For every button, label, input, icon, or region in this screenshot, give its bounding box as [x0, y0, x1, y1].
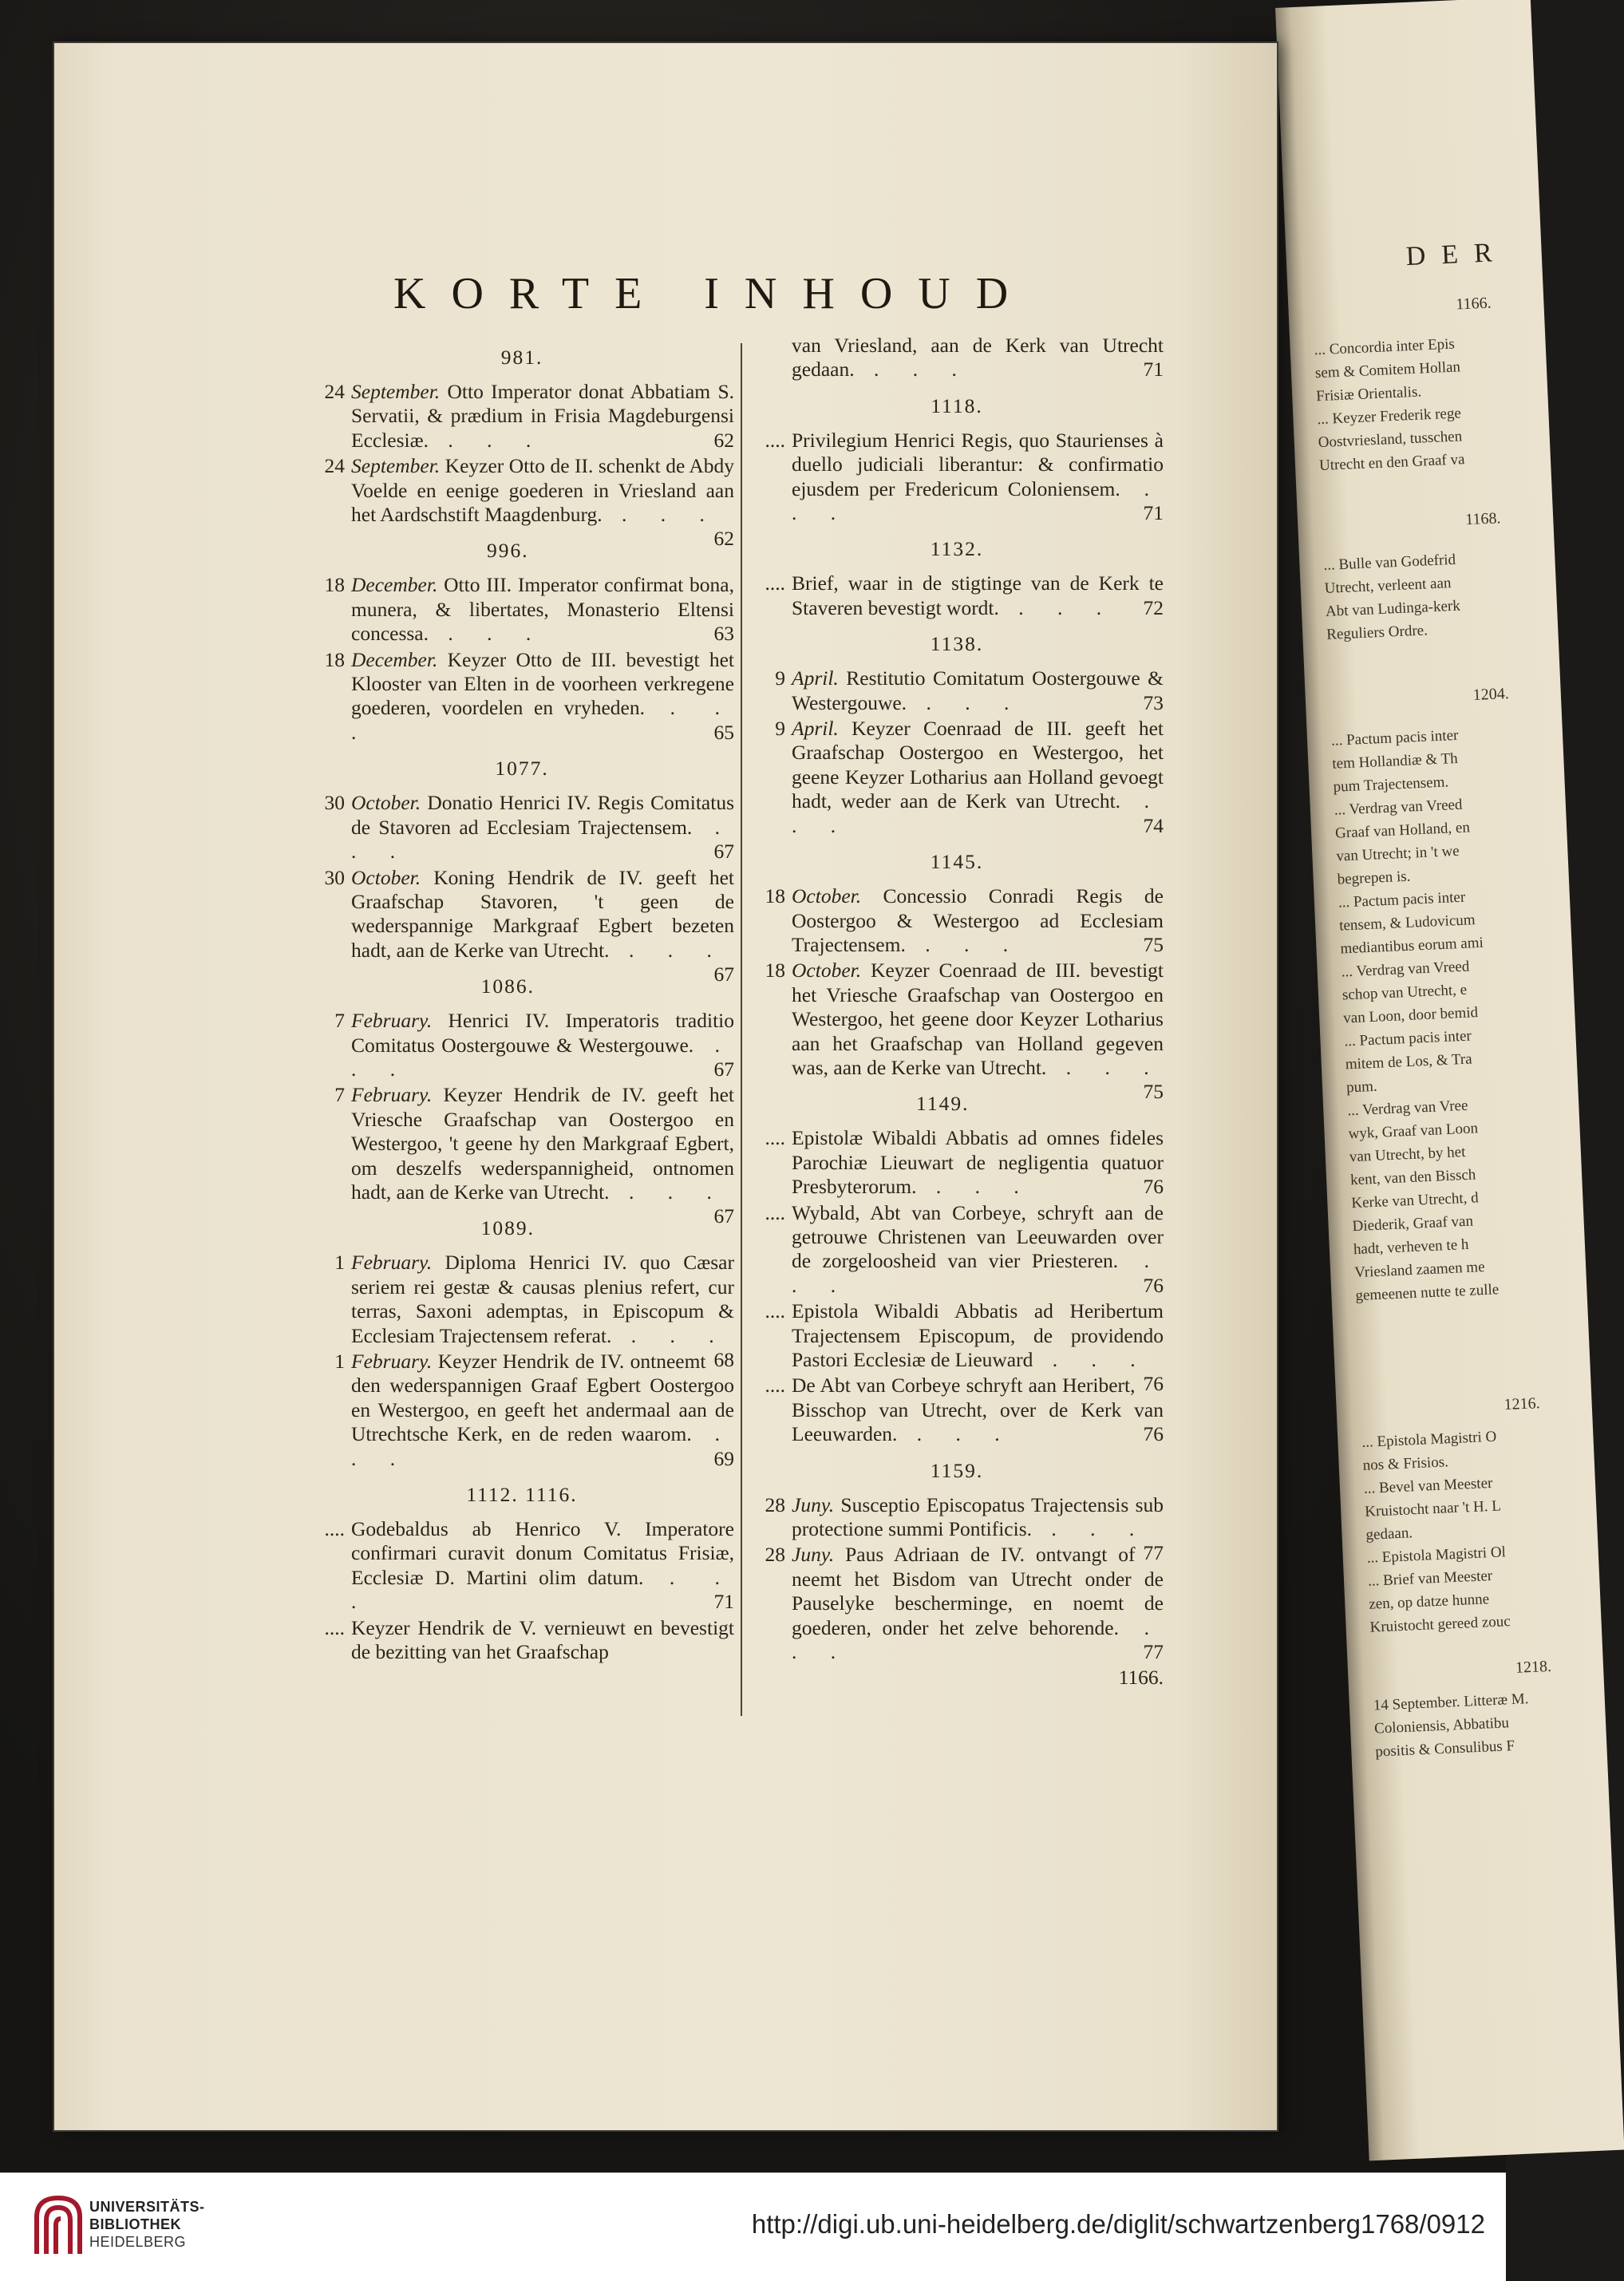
next-page-line: kent, van den Bissch [1349, 1166, 1476, 1189]
entry-description: Epistola Wibaldi Abbatis ad Heribertum Trajectensem Episcopum, de providendo Pastori Ecclesiæ de Lieuward [792, 1299, 1164, 1371]
entry-description: Epistolæ Wibaldi Abbatis ad omnes fideles Parochiæ Lieuwart de negligentia quatuor Presbyterorum. [792, 1126, 1164, 1199]
entry-page-number: 75 [1143, 1080, 1164, 1104]
entry-page-number: 71 [1143, 358, 1164, 381]
entry-month: December. [351, 573, 438, 597]
next-page-line: ... Epistola Magistri Ol [1366, 1544, 1507, 1567]
entry-text [351, 380, 734, 453]
next-page-year: 1168. [1464, 509, 1501, 529]
leader-dots: . . . [792, 476, 1164, 525]
entry-month: October. [351, 791, 421, 815]
next-page-line: Diederik, Graaf van [1352, 1212, 1474, 1235]
index-entry [310, 791, 734, 864]
entry-month: September. [351, 454, 441, 478]
entry-text [792, 1201, 1164, 1299]
index-entry [750, 1201, 1164, 1299]
entry-description: Wybald, Abt van Corbeye, schryft aan de getrouwe Christenen van Leeuwarden over de zorgeloosheid van vier Priesteren. [792, 1200, 1164, 1273]
entry-day: .... [765, 1126, 785, 1150]
next-page-year: 1218. [1515, 1657, 1552, 1677]
next-page-line: Reguliers Ordre. [1326, 622, 1428, 643]
next-page-line: Frisiæ Orientalis. [1315, 383, 1422, 405]
entry-day: .... [765, 571, 785, 595]
index-entry [750, 884, 1164, 957]
next-page-line: begrepen is. [1337, 868, 1411, 888]
entry-day: 18 [765, 959, 785, 982]
entry-description: Paus Adriaan de IV. ontvangt of neemt het Bisdom van Utrecht onder de Pauselyke bescherminge, en noemt de goederen, onder het zelve behorende. [792, 1543, 1164, 1639]
entry-day: 30 [324, 865, 345, 889]
index-entry [750, 1492, 1164, 1565]
entry-month: Juny. [792, 1492, 835, 1516]
entry-day: 18 [324, 647, 345, 671]
entry-day: 18 [324, 573, 345, 597]
leader-dots: . . . [907, 690, 1024, 714]
entry-page-number: 76 [1143, 1273, 1164, 1297]
entry-text [792, 571, 1164, 620]
year-heading: 1149. [916, 1092, 970, 1116]
next-page-line: tensem, & Ludovicum [1338, 911, 1476, 935]
left-column [310, 334, 734, 1666]
entry-description: Keyzer Hendrik de IV. ontneemt den wederspannigen Graaf Egbert Oostergoo en Westergoo, en geeft het andermaal aan de Utrechtsche Kerk, en de reden waarom. [351, 1350, 734, 1446]
next-page-fragment [1275, 0, 1624, 2160]
entry-page-number: 62 [713, 428, 734, 452]
entry-description: Keyzer Otto de III. bevestigt het Klooster van Elten in de voorheen verkregene goederen, voordelen en vryheden. [351, 647, 734, 720]
next-page-line: ... Verdrag van Vreed [1334, 796, 1463, 819]
entry-text [351, 1616, 734, 1665]
entry-day: .... [765, 1299, 785, 1323]
entry-page-number: 71 [1143, 501, 1164, 525]
entry-description: Restitutio Comitatum Oostergouwe & Westergouwe. [792, 666, 1164, 714]
entry-description: Keyzer Hendrik de V. vernieuwt en bevestigt de bezitting van het Graafschap [351, 1615, 734, 1664]
entry-text [792, 1543, 1164, 1664]
index-entry [750, 571, 1164, 620]
year-heading: 1077. [495, 757, 549, 781]
entry-text [792, 884, 1164, 957]
university-logo-icon [32, 2193, 85, 2259]
leader-dots: . . . [1046, 1055, 1164, 1079]
entry-day: 1 [334, 1350, 345, 1373]
next-page-line: Kerke van Utrecht, d [1350, 1189, 1480, 1212]
entry-description: Concessio Conradi Regis de Oostergoo & Westergoo ad Ecclesiam Trajectensem. [792, 884, 1164, 956]
entry-description: van Vriesland, aan de Kerk van Utrecht gedaan. [792, 334, 1164, 381]
next-page-line: van Loon, door bemid [1342, 1004, 1479, 1027]
next-page-line: positis & Consulibus F [1374, 1737, 1515, 1761]
next-page-line: ... Verdrag van Vree [1346, 1097, 1468, 1120]
leader-dots: . . . [351, 1565, 735, 1614]
entry-text [351, 1517, 734, 1615]
next-page-line: Abt van Ludinga-kerk [1325, 597, 1461, 620]
next-page-year: 1204. [1472, 685, 1510, 705]
footer-bar [0, 2172, 1506, 2281]
index-entry [750, 1543, 1164, 1664]
leader-dots: . . . [351, 696, 735, 744]
next-page-line: ... Brief van Meester [1367, 1567, 1493, 1590]
index-entry [310, 1517, 734, 1615]
entry-page-number: 76 [1143, 1175, 1164, 1199]
leader-dots: . . . [429, 622, 546, 646]
next-page-line: ... Pactum pacis inter [1344, 1027, 1472, 1050]
entry-text [351, 1009, 734, 1081]
entry-description: Keyzer Coenraad de III. geeft het Graafschap Oostergoo en Westergoo, het geene Keyzer Lotharius aan Holland gevoegt hadt, weder aan de Kerk van Utrecht. [792, 717, 1164, 813]
entry-description: Otto III. Imperator confirmat bona, munera, & libertates, Monasterio Eltensi concessa. [351, 573, 734, 646]
next-page-line: zen, op datze hunne [1368, 1591, 1490, 1613]
leader-dots: . . . [602, 503, 719, 527]
next-page-line: pum. [1345, 1077, 1378, 1097]
entry-text [792, 1492, 1164, 1565]
entry-text [351, 1350, 734, 1471]
entry-page-number: 67 [713, 1057, 734, 1081]
right-column [750, 334, 1164, 1690]
next-page-line: ... Keyzer Frederik rege [1317, 405, 1462, 429]
entry-page-number: 74 [1143, 813, 1164, 837]
index-entry [310, 573, 734, 646]
next-page-line: schop van Utrecht, e [1341, 981, 1468, 1004]
next-page-line: ... Pactum pacis inter [1330, 726, 1459, 749]
entry-page-number: 69 [713, 1446, 734, 1470]
index-entry [310, 1616, 734, 1665]
next-page-line: sem & Comitem Hollan [1314, 358, 1461, 382]
year-heading: 1112. 1116. [466, 1483, 578, 1507]
leader-dots: . . . [854, 358, 971, 381]
entry-day: 9 [775, 717, 785, 741]
entry-page-number: 65 [713, 720, 734, 744]
entry-text [792, 666, 1164, 715]
entry-page-number: 67 [713, 840, 734, 864]
leader-dots: . . . [1033, 1348, 1150, 1371]
entry-day: 30 [324, 791, 345, 815]
entry-month: April. [792, 717, 839, 741]
entry-text [351, 1251, 734, 1371]
entry-description: Brief, waar in de stigtinge van de Kerk te Staveren bevestigt wordt. [792, 571, 1164, 619]
entry-month: September. [351, 380, 441, 403]
year-heading: 1138. [930, 632, 984, 656]
entry-month: February. [351, 1083, 433, 1107]
leader-dots: . . . [792, 1615, 1164, 1664]
entry-description: Diploma Henrici IV. quo Cæsar seriem rei gestæ & causas plenius refert, cur terras, Saxoni ademptas, in Episcopum & Ecclesiam Trajectensem referat. [351, 1251, 734, 1347]
entry-day: 24 [324, 380, 345, 403]
entry-text [792, 1299, 1164, 1396]
next-page-line: ... Bevel van Meester [1363, 1474, 1493, 1497]
next-page-line: gemeenen nutte te zulle [1355, 1281, 1500, 1305]
entry-day: .... [324, 1517, 345, 1541]
next-page-line: Vriesland zaamen me [1353, 1259, 1485, 1282]
entry-text [351, 648, 734, 745]
entry-day: 28 [765, 1492, 785, 1516]
entry-description: Henrici IV. Imperatoris traditio Comitatus Oostergouwe & Westergouwe. [351, 1009, 734, 1057]
entry-description: Keyzer Hendrik de IV. geeft het Vriesche Graafschap van Oostergoo en Westergoo, 't geene hy den Markgraaf Egbert, om deszelfs wederspannigheid, ontnomen hadt, aan de Kerke van Utrecht. [351, 1083, 734, 1204]
entry-page-number: 62 [713, 527, 734, 551]
next-page-line: ... Epistola Magistri O [1361, 1428, 1497, 1451]
logo-text-line1: UNIVERSITÄTS- [89, 2199, 205, 2215]
index-entry [310, 1350, 734, 1471]
next-page-line: ... Pactum pacis inter [1338, 888, 1466, 911]
next-page-line: van Utrecht, by het [1349, 1143, 1466, 1166]
next-page-line: 14 September. Litteræ M. [1373, 1690, 1529, 1714]
entry-day: 7 [334, 1009, 345, 1033]
logo-text-line3: HEIDELBERG [89, 2234, 187, 2250]
entry-day: .... [324, 1615, 345, 1639]
next-page-line: tem Hollandiæ & Th [1331, 749, 1459, 773]
year-heading: 1086. [480, 974, 535, 998]
entry-day: 9 [775, 666, 785, 690]
next-page-line: van Utrecht; in 't we [1335, 842, 1460, 865]
next-page-line: mitem de Los, & Tra [1345, 1050, 1473, 1073]
leader-dots: . . . [609, 1180, 726, 1204]
entry-description: Donatio Henrici IV. Regis Comitatus de Stavoren ad Ecclesiam Trajectensem. [351, 791, 734, 839]
entry-month: October. [792, 884, 862, 908]
entry-text [792, 429, 1164, 526]
next-page-line: Utrecht en den Graaf va [1318, 451, 1465, 475]
next-page-line: nos & Frisios. [1362, 1453, 1449, 1474]
entry-page-number: 77 [1143, 1640, 1164, 1664]
next-page-line: Coloniensis, Abbatibu [1373, 1714, 1510, 1737]
next-page-line: ... Verdrag van Vreed [1341, 958, 1470, 981]
entry-text [351, 573, 734, 646]
entry-page-number: 75 [1143, 932, 1164, 956]
entry-description: Keyzer Coenraad de III. bevestigt het Vriesche Graafschap van Oostergoo en Westergoo, het geene door Keyzer Lotharius aan het Graafschap van Holland gegeven was, aan de Kerke van Utrecht. [792, 959, 1164, 1079]
index-entry [750, 334, 1164, 382]
index-entry [310, 648, 734, 745]
next-page-year: 1216. [1503, 1394, 1541, 1414]
entry-day: 24 [324, 454, 345, 478]
index-entry [310, 1009, 734, 1081]
entry-page-number: 73 [1143, 690, 1164, 714]
leader-dots: . . . [792, 789, 1164, 837]
leader-dots: . . . [1032, 1517, 1149, 1541]
index-entry [750, 666, 1164, 715]
year-heading: 1118. [931, 393, 983, 417]
entry-page-number: 76 [1143, 1372, 1164, 1396]
year-heading: 1132. [930, 537, 984, 561]
entry-day: 7 [334, 1083, 345, 1107]
index-entry [750, 717, 1164, 838]
entry-description: Keyzer Otto de II. schenkt de Abdy Voelde en eenige goederen in Vriesland aan het Aardschstift Maagdenburg. [351, 454, 735, 527]
leader-dots: . . . [429, 428, 546, 452]
leader-dots: . . . [905, 932, 1023, 956]
leader-dots: . . . [351, 815, 734, 864]
index-entry [750, 1299, 1164, 1396]
entry-description: Privilegium Henrici Regis, quo Staurienses à duello judiciali liberantur: & confirmatio ejusdem per Fredericum Coloniensem. [792, 428, 1164, 500]
entry-day: 1 [334, 1251, 345, 1275]
next-page-line: Oostvriesland, tusschen [1318, 428, 1463, 452]
leader-dots: . . . [351, 1033, 735, 1081]
source-url-link[interactable]: http://digi.ub.uni-heidelberg.de/diglit/schwartzenberg1768/0912 [751, 2209, 1485, 2239]
next-page-line: Graaf van Holland, en [1334, 819, 1471, 842]
entry-description: Godebaldus ab Henrico V. Imperatore confirmari curavit donum Comitatus Frisiæ, Ecclesiæ D. Martini olim datum. [351, 1517, 734, 1589]
entry-page-number: 71 [713, 1590, 734, 1614]
leader-dots: . . . [792, 1249, 1164, 1297]
entry-text [792, 1374, 1164, 1446]
entry-page-number: 67 [713, 963, 734, 986]
entry-day: .... [765, 1200, 785, 1224]
leader-dots: . . . [998, 595, 1116, 619]
entry-month: February. [351, 1350, 433, 1373]
entry-description: De Abt van Corbeye schryft aan Heribert, Bisschop van Utrecht, over de Kerk van Leeuwarden. [792, 1374, 1164, 1446]
entry-month: December. [351, 647, 438, 671]
leader-dots: . . . [611, 1323, 729, 1347]
next-page-line: pum Trajectensem. [1333, 773, 1449, 796]
entry-month: February. [351, 1251, 433, 1275]
leader-dots: . . . [351, 1422, 735, 1470]
next-page-line: ... Bulle van Godefrid [1323, 551, 1456, 575]
logo-text-line2: BIBLIOTHEK [89, 2216, 181, 2232]
leader-dots: . . . [897, 1422, 1014, 1446]
year-heading: 996. [486, 539, 529, 563]
next-page-heading: DER [1405, 237, 1509, 272]
next-page-line: wyk, Graaf van Loon [1348, 1120, 1479, 1143]
entry-text [792, 1126, 1164, 1199]
entry-text [792, 717, 1164, 838]
entry-month: Juny. [792, 1543, 835, 1567]
entry-month: October. [351, 865, 421, 889]
entry-description: Susceptio Episcopatus Trajectensis sub protectione summi Pontificis. [792, 1492, 1164, 1541]
year-heading: 1089. [480, 1216, 535, 1240]
year-heading: 981. [500, 346, 543, 369]
entry-page-number: 63 [713, 622, 734, 646]
entry-month: October. [792, 959, 862, 982]
year-heading: 1159. [930, 1458, 984, 1482]
next-page-content [1275, 0, 1552, 1761]
page-title: KORTE INHOUD [393, 269, 1034, 318]
index-entry [310, 380, 734, 453]
entry-month: April. [792, 666, 839, 690]
next-page-line: Kruistocht naar 't H. L [1364, 1497, 1502, 1520]
next-page-line: hadt, verheven te h [1353, 1235, 1469, 1259]
entry-day: 18 [765, 884, 785, 908]
entry-page-number: 68 [713, 1348, 734, 1371]
index-entry [750, 1374, 1164, 1446]
entry-page-number: 67 [713, 1204, 734, 1228]
year-heading: 1145. [930, 850, 984, 874]
leader-dots: . . . [609, 938, 726, 962]
index-entry [750, 429, 1164, 526]
entry-month: February. [351, 1009, 433, 1033]
column-divider [741, 343, 742, 1716]
next-page-year: 1166. [1455, 294, 1492, 314]
catchword: 1166. [1118, 1666, 1164, 1690]
next-page-line: Kruistocht gereed zouc [1369, 1613, 1511, 1636]
entry-description: Otto Imperator donat Abbatiam S. Servatii, & prædium in Frisia Magdeburgensi Ecclesiæ. [351, 380, 735, 452]
next-page-line: Utrecht, verleent aan [1324, 575, 1452, 597]
entry-day: .... [765, 1374, 785, 1397]
next-page-line: ... Concordia inter Epis [1314, 335, 1456, 359]
next-page-line: gedaan. [1365, 1524, 1413, 1544]
entry-day: .... [765, 428, 785, 452]
entry-page-number: 76 [1143, 1422, 1164, 1446]
entry-description: Koning Hendrik de IV. geeft het Graafschap Stavoren, 't geen de wederspannige Markgraaf Egbert bezeten hadt, aan de Kerke van Utrecht. [351, 865, 734, 962]
entry-day: 28 [765, 1543, 785, 1567]
entry-page-number: 72 [1143, 595, 1164, 619]
entry-page-number: 77 [1143, 1541, 1164, 1565]
next-page-line: mediantibus eorum ami [1340, 934, 1484, 958]
entry-text [792, 334, 1164, 382]
index-entry [310, 1251, 734, 1371]
index-entry [750, 1126, 1164, 1199]
leader-dots: . . . [916, 1175, 1033, 1199]
entry-text [351, 791, 734, 864]
